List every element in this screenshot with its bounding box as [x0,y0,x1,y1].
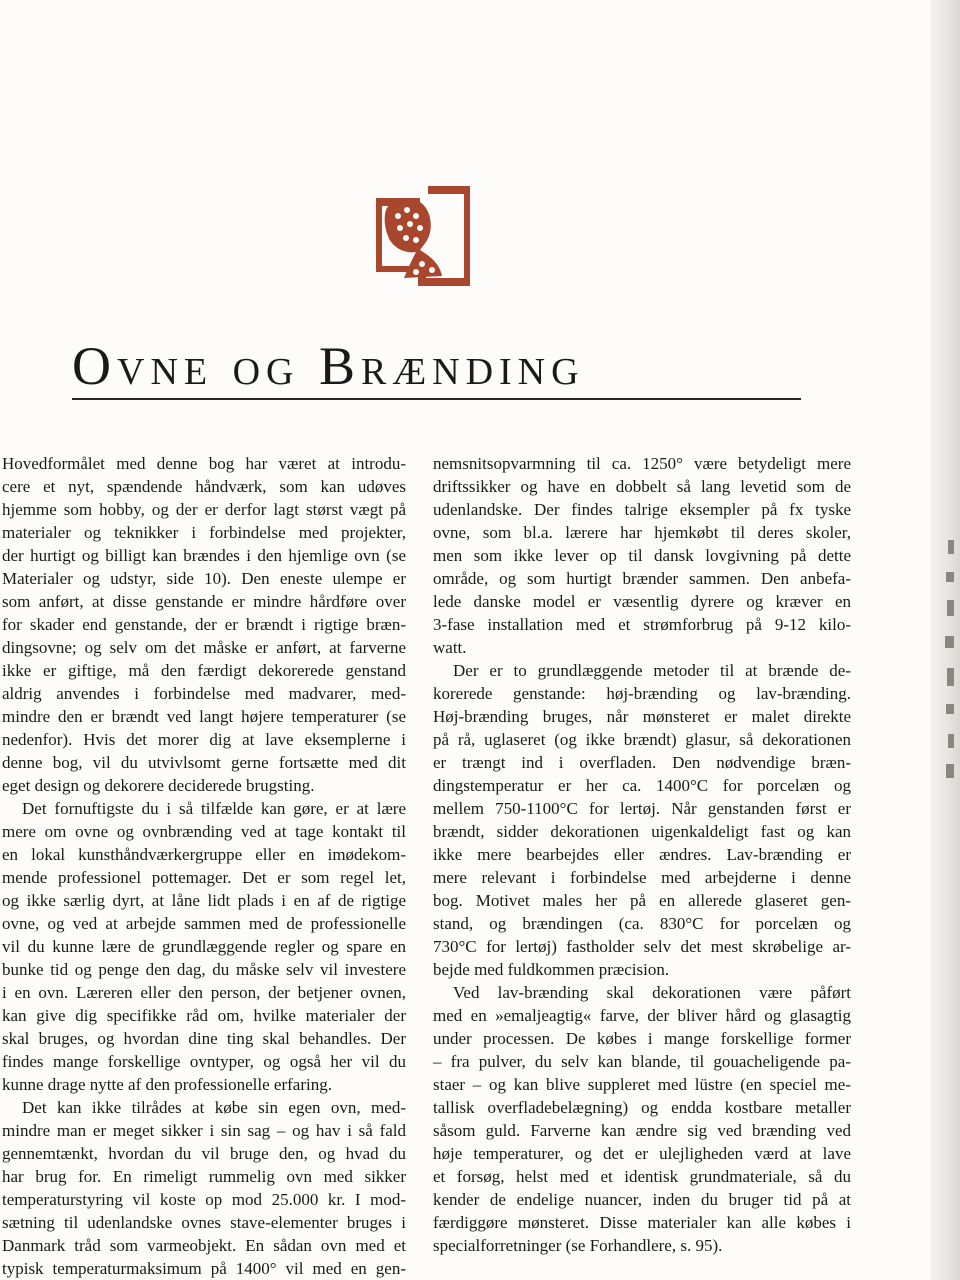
text-line: men som ikke lever op til dansk lovgivning på dette [433,546,851,565]
text-line: skal bruges, og hvordan dine ting skal behandles. Der [2,1029,406,1048]
text-line: en lokal kunsthåndværkergruppe eller en imødekom- [2,845,406,864]
text-line: brændt, sidder dekorationen uigenkaldeligt fast og kan [433,822,851,841]
text-line: Det kan ikke tilrådes at købe sin egen ovn, med- [22,1098,406,1117]
text-line: Hovedformålet med denne bog har været at introdu- [2,454,406,473]
text-line: mende professionel pottemager. Det er som regel let, [2,868,406,887]
text-line: et forsøg, helst med et identisk grundmateriale, så du [433,1167,851,1186]
text-line: dingsovne; og selv om det måske er anført, at farverne [2,638,406,657]
text-line: cere et nyt, spændende håndværk, som kan udøves [2,477,406,496]
text-line: der hurtigt og billigt kan brændes i den hjemlige ovn (se [2,546,406,565]
text-line: bog. Motivet males her på en allerede glaseret gen- [433,891,851,910]
page-title: Ovne og Brænding [72,336,585,396]
text-line: i en ovn. Læreren eller den person, der betjener ovnen, [2,983,406,1002]
text-line: for skader end genstande, der er brændt i rigtige bræn- [2,615,406,634]
text-line: på rå, uglaseret (og ikke brændt) glasur, så dekorationen [433,730,851,749]
text-line: bunke tid og penge den dag, du måske selv vil investere [2,960,406,979]
text-line: Der er to grundlæggende metoder til at brænde de- [453,661,851,680]
right-text-column [433,452,851,1257]
text-line: findes mange forskellige ovntyper, og også her vil du [2,1052,406,1071]
text-line: område, og som hurtigt brænder sammen. Den anbefa- [433,569,851,588]
text-line: typisk temperaturmaksimum på 1400° vil med en gen- [2,1259,406,1278]
title-rule [72,398,801,400]
text-line: vil du kunne lære de grundlæggende regler og spare en [2,937,406,956]
text-line: mindre den er brændt ved langt højere temperaturer (se [2,707,406,726]
text-line: som anført, at disse genstande er mindre hårdføre over [2,592,406,611]
text-line: denne bog, vil du utvivlsomt gerne fortsætte med dit [2,753,406,772]
text-line: ikke er giftige, må den færdigt dekorerede genstand [2,661,406,680]
text-line: såsom guld. Farverne kan ændre sig ved brænding ved [433,1121,851,1140]
left-text-column [2,452,406,1280]
text-line: gennemtænkt, hvordan du vil bruge den, og hvad du [2,1144,406,1163]
text-line: Det fornuftigste du i så tilfælde kan gøre, er at lære [22,799,406,818]
text-line: er trængt ind i overfladen. Den nødvendige bræn- [433,753,851,772]
text-line: mindre man er meget sikker i sin sag – og hav i så fald [2,1121,406,1140]
ceramic-vase-emblem-icon [376,186,470,286]
text-line: Ved lav-brænding skal dekorationen være påført [453,983,851,1002]
text-line: watt. [433,638,467,657]
text-line: kender de endelige nuancer, inden du bruger tid på at [433,1190,851,1209]
text-line: 3-fase installation med et strømforbrug på 9-12 kilo- [433,615,851,634]
text-line: materialer og teknikker i forbindelse med projekter, [2,523,406,542]
text-line: mere om ovne og ovnbrænding ved at tage kontakt til [2,822,406,841]
text-line: kunne drage nytte af den professionelle erfaring. [2,1075,332,1094]
text-line: udenlandske. Der findes talrige eksempler på fx tyske [433,500,851,519]
text-line: nemsnitsopvarmning til ca. 1250° være betydeligt mere [433,454,851,473]
text-line: høje temperaturer, og det er ulejligheden værd at lave [433,1144,851,1163]
text-line: lede danske model er væsentlig dyrere og kræver en [433,592,851,611]
text-line: nedenfor). Hvis det morer dig at lave eksemplerne i [2,730,406,749]
text-line: sætning til udenlandske ovnes stave-elementer bruges i [2,1213,406,1232]
text-line: bejde med fuldkommen præcision. [433,960,670,979]
text-line: ovne, og ved at arbejde sammen med de professionelle [2,914,406,933]
adjacent-page-edge [930,0,960,1280]
text-line: under processen. De købes i mange forskellige former [433,1029,851,1048]
text-line: færdiggøre mønsteret. Disse materialer kan alle købes i [433,1213,851,1232]
text-line: Høj-brænding bruges, når mønsteret er malet direkte [433,707,851,726]
text-line: 730°C for lertøj) fastholder selv det mest skrøbelige ar- [433,937,851,956]
text-line: – fra pulver, du selv kan blande, til gouacheligende pa- [433,1052,851,1071]
text-line: temperaturstyring vil koste op mod 25.000 kr. I mod- [2,1190,406,1209]
text-line: har brug for. En rimeligt rummelig ovn med sikker [2,1167,406,1186]
text-line: dingstemperatur er her ca. 1400°C for porcelæn og [433,776,851,795]
text-line: ikke mere bearbejdes eller ændres. Lav-brænding er [433,845,851,864]
text-line: tallisk overfladebelægning) og endda kostbare metaller [433,1098,851,1117]
text-line: mere relevant i forbindelse med arbejderne i denne [433,868,851,887]
text-line: specialforretninger (se Forhandlere, s. 95). [433,1236,723,1255]
text-line: hjemme som hobby, og der er derfor lagt størst vægt på [2,500,406,519]
text-line: kan give dig specifikke råd om, hvilke materialer der [2,1006,406,1025]
text-line: Danmark tråd som varmeobjekt. En sådan ovn med et [2,1236,406,1255]
text-line: og ikke særlig dyrt, at låne lidt plads i en af de rigtige [2,891,406,910]
text-line: Materialer og udstyr, side 10). Den eneste ulempe er [2,569,406,588]
text-line: mellem 750-1100°C for lertøj. Når genstanden først er [433,799,851,818]
text-line: stand, og brændingen (ca. 830°C for porcelæn og [433,914,851,933]
text-line: staer – og kan blive suppleret med lüstre (en speciel me- [433,1075,851,1094]
text-line: korerede genstande: høj-brænding og lav-brænding. [433,684,851,703]
text-line: ovne, som bl.a. lærere har hjemkøbt til deres skoler, [433,523,851,542]
text-line: aldrig anvendes i forbindelse med madvarer, med- [2,684,406,703]
text-line: med en »emaljeagtig« farve, der bliver hård og glasagtig [433,1006,851,1025]
text-line: driftssikker og have en dobbelt så lang levetid som de [433,477,851,496]
text-line: eget design og dekorere deciderede brugsting. [2,776,315,795]
